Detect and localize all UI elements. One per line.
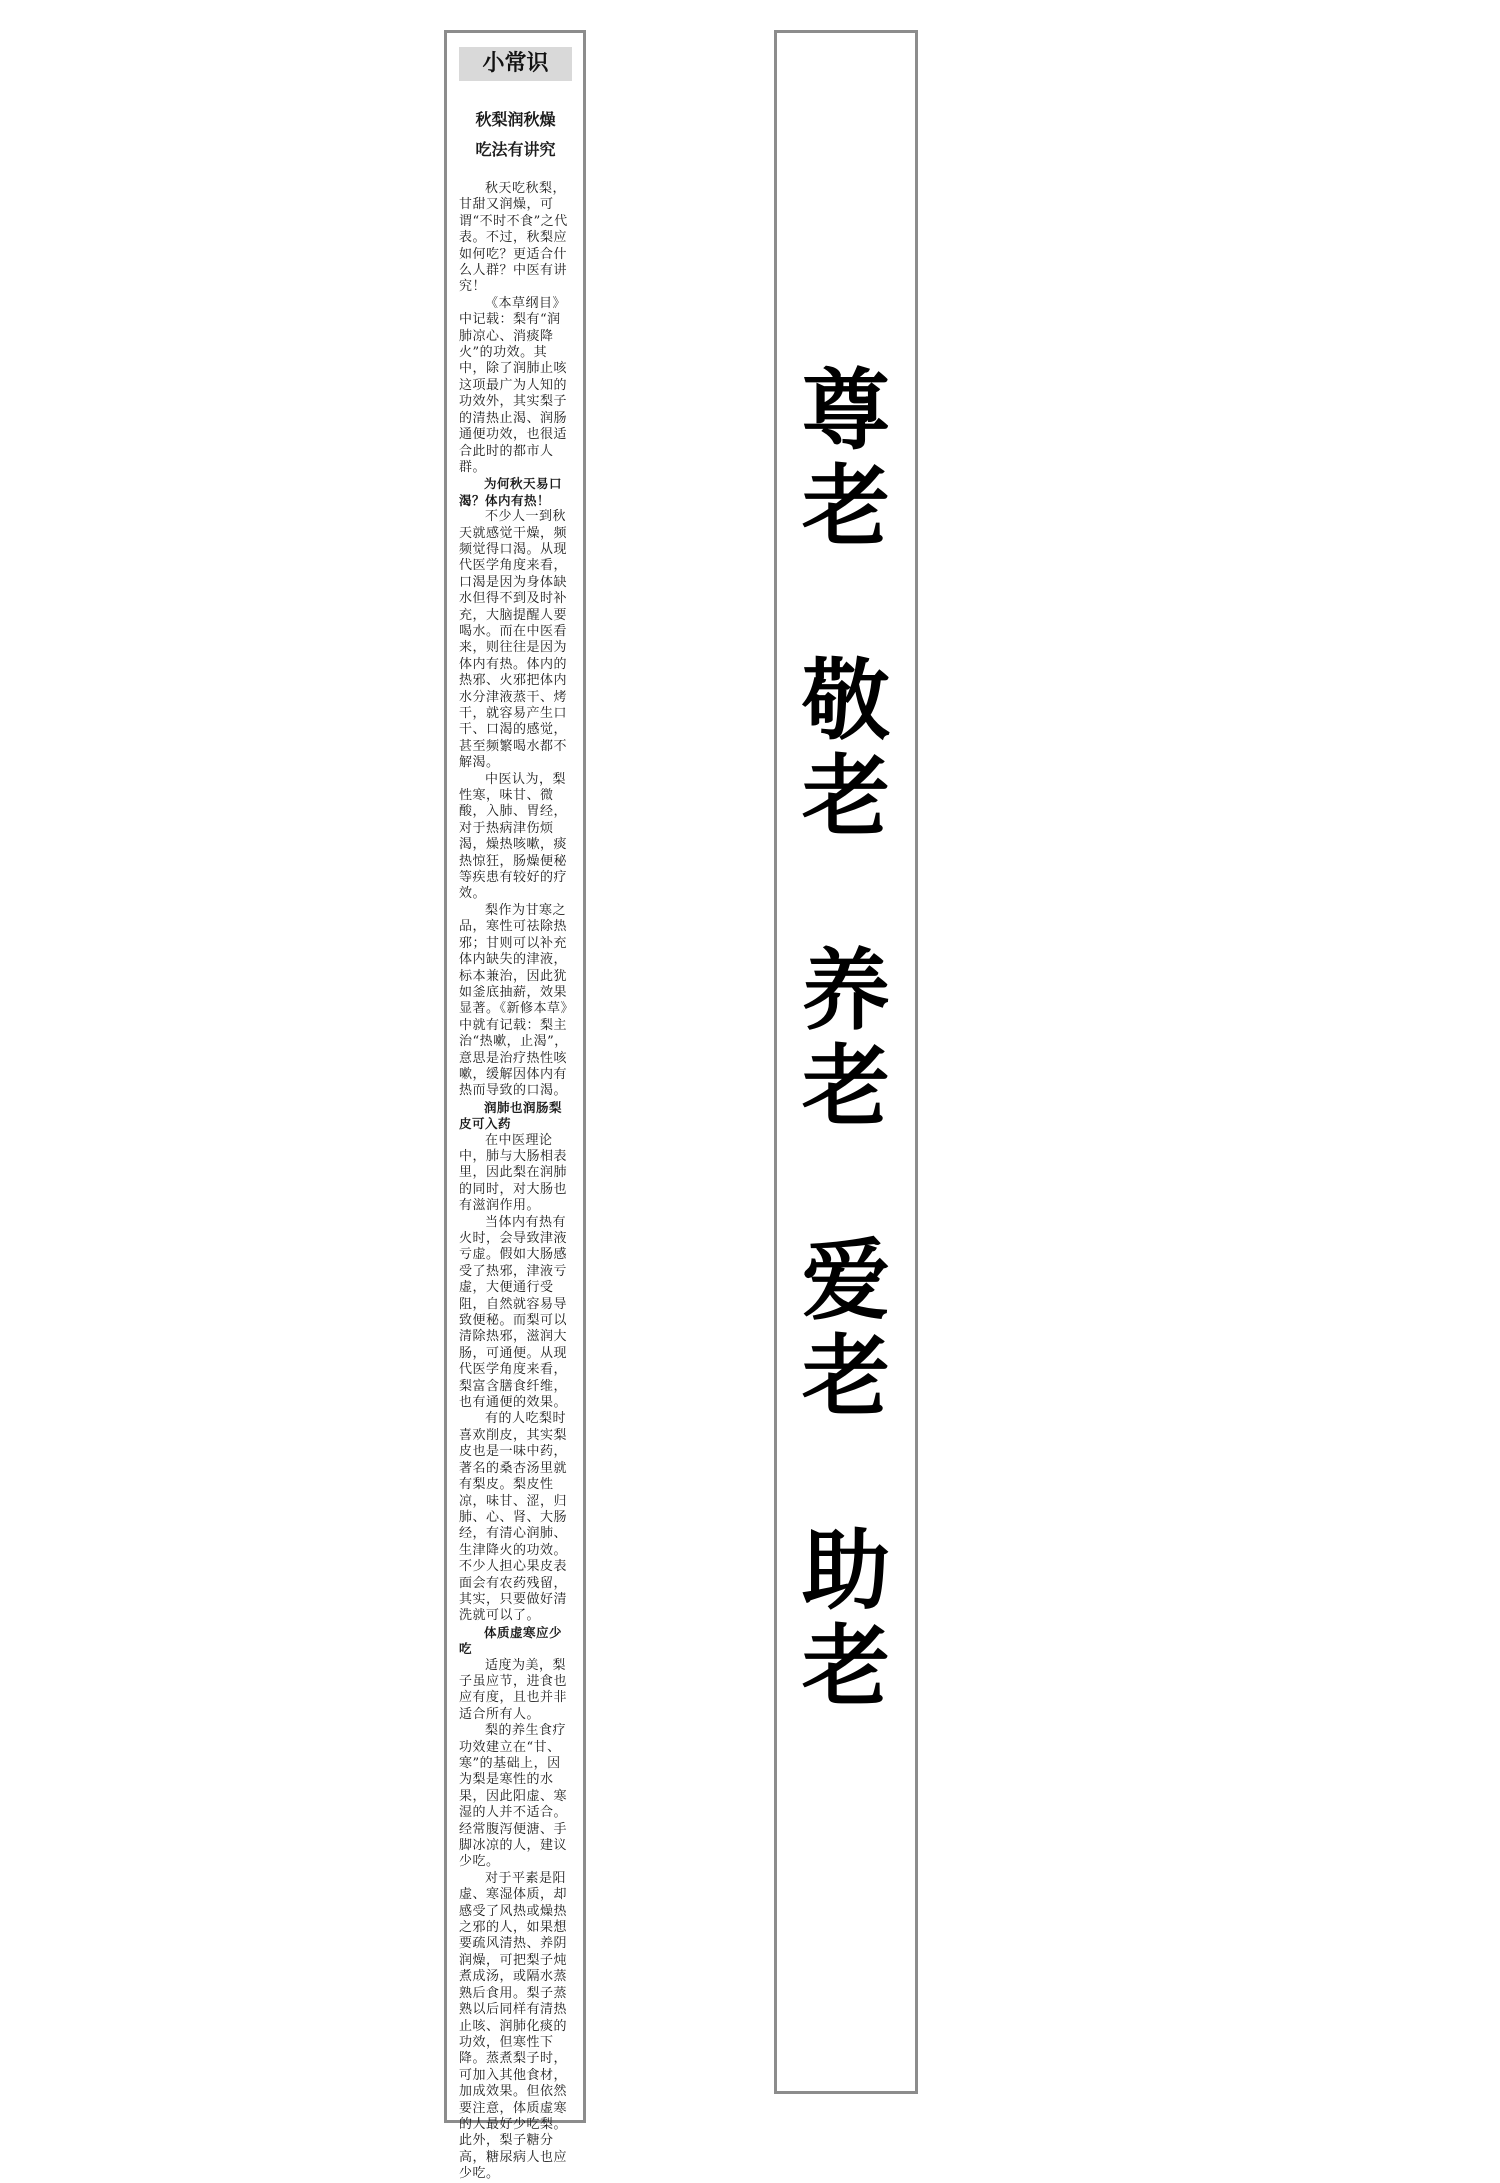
slogan-zun-lao: 尊 老 [801,359,890,558]
elderly-respect-banner [774,30,918,2094]
headline-line-1: 秋梨润秋燥 [475,110,556,129]
column-inner [459,47,572,2183]
subheading: 为何秋天易口渴？体内有热！ [459,476,563,508]
slogan-yang-lao: 养 老 [801,939,890,1138]
paragraph: 中医认为，梨性寒，味甘、微酸，入肺、胃经，对于热病津伤烦渴，燥热咳嗽，痰热惊狂，肠燥便秘等疾患有较好的疗效。 [459,771,568,902]
slogan-ai-lao: 爱 老 [801,1229,890,1428]
slogan-zhu-lao: 助 老 [801,1519,890,1718]
paragraph: 适度为美，梨子虽应节，进食也应有度，且也并非适合所有人。 [459,1657,568,1722]
column-label: 小常识 [459,47,572,81]
subheading: 体质虚寒应少吃 [459,1624,563,1657]
paragraph: 梨作为甘寒之品，寒性可祛除热邪；甘则可以补充体内缺失的津液，标本兼治，因此犹如釜底抽薪，效果显著。《新修本草》中就有记载：梨主治“热嗽，止渴”，意思是治疗热性咳嗽，缓解因体内有热而导致的口渴。 [459,902,568,1099]
paragraph: 秋天吃秋梨，甘甜又润燥，可谓“不时不食”之代表。不过，秋梨应如何吃？更适合什么人群？中医有讲究！ [459,181,568,295]
knowledge-column [444,30,586,2182]
paragraph: 当体内有热有火时，会导致津液亏虚。假如大肠感受了热邪，津液亏虚，大便通行受阻，自然就容易导致便秘。而梨可以清除热邪，滋润大肠，可通便。从现代医学角度来看，梨富含膳食纤维，也有通便的效果。 [459,1214,568,1411]
paragraph: 对于平素是阳虚、寒湿体质，却感受了风热或燥热之邪的人，如果想要疏风清热、养阴润燥，可把梨子炖煮成汤，或隔水蒸熟后食用。梨子蒸熟以后同样有清热止咳、润肺化痰的功效，但寒性下降。蒸煮梨子时，可加入其他食材，加成效果。但依然要注意，体质虚寒的人最好少吃梨。此外，梨子糖分高，糖尿病人也应少吃。 [459,1870,568,2182]
paragraph: 有的人吃梨时喜欢削皮，其实梨皮也是一味中药，著名的桑杏汤里就有梨皮。梨皮性凉，味甘、涩，归肺、心、肾、大肠经，有清心润肺、生津降火的功效。不少人担心果皮表面会有农药残留，其实，只要做好清洗就可以了。 [459,1411,568,1624]
subheading: 润肺也润肠梨皮可入药 [459,1099,563,1132]
paragraph: 《本草纲目》中记载：梨有“润肺凉心、消痰降火”的功效。其中，除了润肺止咳这项最广为人知的功效外，其实梨子的清热止渴、润肠通便功效，也很适合此时的都市人群。 [459,295,568,475]
paragraph: 在中医理论中，肺与大肠相表里，因此梨在润肺的同时，对大肠也有滋润作用。 [459,1132,568,1214]
paragraph: 不少人一到秋天就感觉干燥，频频觉得口渴。从现代医学角度来看，口渴是因为身体缺水但得不到及时补充，大脑提醒人要喝水。而在中医看来，则往往是因为体内有热。体内的热邪、火邪把体内水分津液蒸干、烤干，就容易产生口干、口渴的感觉，甚至频繁喝水都不解渴。 [459,509,568,771]
paragraph: 梨的养生食疗功效建立在“甘、寒”的基础上，因为梨是寒性的水果，因此阳虚、寒湿的人并不适合。经常腹泻便溏、手脚冰凉的人，建议少吃。 [459,1723,568,1870]
article-body [459,181,572,2183]
headline-line-2: 吃法有讲究 [475,140,556,159]
slogan-jing-lao: 敬 老 [801,649,890,848]
